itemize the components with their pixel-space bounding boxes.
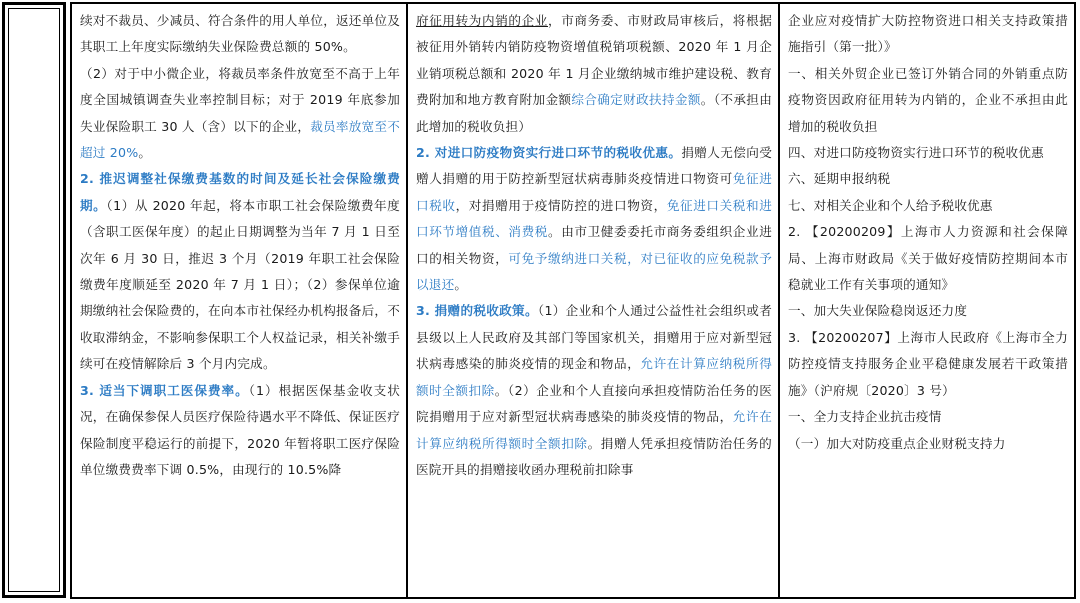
- text-run: 企业应对疫情扩大防控物资进口相关支持政策措施指引（第一批）》: [788, 13, 1068, 55]
- text-run: 。: [454, 277, 468, 293]
- paragraph: [80, 166, 400, 377]
- text-run: ，市商务委、市财政局审核后，将根据被征用外销转内销防疫物资增值税销项税额、2020 年 1 月企业销项税总额和 2020 年 1 月企业缴纳城市维护建设税、教育费附加和地方教育附加金额: [416, 13, 772, 108]
- text-run: （1）从 2020 年起，将本市职工社会保险缴费年度（含职工医保年度）的起止日期调整为当年 7 月 1 日至次年 6 月 30 日，推迟 3 个月（2019 年职工社会保险缴费年度顺延至 2020 年 7 月 1 日）；（2）参保单位逾期缴纳社会保险费的，在向本市社保经办机构报备后，不收取滞纳金，不影响参保职工个人权益记录，相关补缴手续可在疫情解除后 3 个月内完成。: [80, 197, 400, 372]
- paragraph: [416, 8, 772, 140]
- paragraph: [788, 166, 1068, 192]
- left-margin-box: [2, 2, 66, 598]
- highlighted-text: 裁员率放宽至不超过 20%: [80, 118, 400, 161]
- paragraph: [416, 298, 772, 483]
- paragraph: [788, 404, 1068, 430]
- text-run: （2）对于中小微企业，将裁员率条件放宽至不高于上年度全国城镇调查失业率控制目标；对于 2019 年底参加失业保险职工 30 人（含）以下的企业，: [80, 65, 400, 134]
- text-run: （一）加大对防疫重点企业财税支持力: [788, 435, 1006, 451]
- text-run: 六、延期申报纳税: [788, 171, 891, 187]
- highlighted-text: 综合确定财政扶持金额: [571, 92, 701, 108]
- text-run: （1）根据医保基金收支状况，在确保参保人员医疗保险待遇水平不降低、保证医疗保险制度平稳运行的前提下，2020 年暂将职工医疗保险单位缴费费率下调 0.5%，由现行的 10.5%降: [80, 382, 400, 477]
- table-bottom-border: [70, 597, 1076, 599]
- paragraph: [80, 61, 400, 167]
- text-run: ，对捐赠用于疫情防控的进口物资，: [455, 197, 667, 213]
- paragraph: [788, 325, 1068, 404]
- highlighted-text: 可免予缴纳进口关税，对已征收的应免税款予以退还: [416, 250, 772, 293]
- text-run: 一、加大失业保险稳岗返还力度: [788, 303, 968, 319]
- paragraph: [788, 193, 1068, 219]
- underlined-text: 府征用转为内销的企业: [416, 13, 548, 28]
- text-run: 。捐赠人凭承担疫情防治任务的医院开具的捐赠接收函办理税前扣除事: [416, 435, 772, 477]
- text-run: （1）企业和个人通过公益性社会组织或者县级以上人民政府及其部门等国家机关，捐赠用于应对新型冠状病毒感染的肺炎疫情的现金和物品，: [416, 303, 772, 372]
- highlighted-text: 允许在计算应纳税所得额时全额扣除: [416, 356, 772, 398]
- section-heading: 3. 捐赠的税收政策。: [416, 303, 538, 319]
- text-run: 续对不裁员、少减员、符合条件的用人单位，返还单位及其职工上年度实际缴纳失业保险费总额的 50%。: [80, 13, 400, 55]
- text-run: 七、对相关企业和个人给予税收优惠: [788, 197, 993, 213]
- paragraph: [80, 378, 400, 484]
- text-run: 一、全力支持企业抗击疫情: [788, 409, 942, 425]
- table-column-left: [70, 4, 406, 597]
- text-run: 。（2）企业和个人直接向承担疫情防治任务的医院捐赠用于应对新型冠状病毒感染的肺炎疫情的物品，: [416, 382, 772, 425]
- section-heading: 2. 对进口防疫物资实行进口环节的税收优惠。: [416, 145, 682, 161]
- text-run: 。（不承担由此增加的税收负担）: [416, 92, 773, 134]
- text-run: 。: [138, 145, 152, 161]
- paragraph: [788, 61, 1068, 140]
- table-column-right: [778, 4, 1076, 597]
- paragraph: [788, 140, 1068, 166]
- paragraph: [80, 8, 400, 61]
- paragraph: [788, 298, 1068, 324]
- text-run: 。由市卫健委委托市商务委组织企业进口的相关物资，: [416, 224, 772, 266]
- table-column-middle: [406, 4, 778, 597]
- paragraph: [416, 140, 772, 298]
- section-heading: 2. 推迟调整社保缴费基数的时间及延长社会保险缴费期。: [80, 171, 400, 213]
- highlighted-text: 允许在计算应纳税所得额时全额扣除: [416, 409, 772, 451]
- highlighted-text: 免征进口关税和进口环节增值税、消费税: [416, 197, 773, 240]
- paragraph: [788, 8, 1068, 61]
- text-run: 捐赠人无偿向受赠人捐赠的用于防控新型冠状病毒肺炎疫情进口物资可: [416, 145, 772, 187]
- text-run: 四、对进口防疫物资实行进口环节的税收优惠: [788, 145, 1044, 161]
- section-heading: 3. 适当下调职工医保费率。: [80, 382, 249, 398]
- text-run: 一、相关外贸企业已签订外销合同的外销重点防疫物资因政府征用转为内销的，企业不承担由此增加的税收负担: [788, 65, 1068, 134]
- paragraph: [788, 219, 1068, 298]
- paragraph: [788, 431, 1068, 457]
- highlighted-text: 免征进口税收: [416, 171, 772, 213]
- text-run: 2. 【20200209】上海市人力资源和社会保障局、上海市财政局《关于做好疫情防控期间本市稳就业工作有关事项的通知》: [788, 224, 1068, 293]
- text-run: 3. 【20200207】上海市人民政府《上海市全力防控疫情支持服务企业平稳健康发展若干政策措施》（沪府规〔2020〕3 号）: [788, 329, 1068, 398]
